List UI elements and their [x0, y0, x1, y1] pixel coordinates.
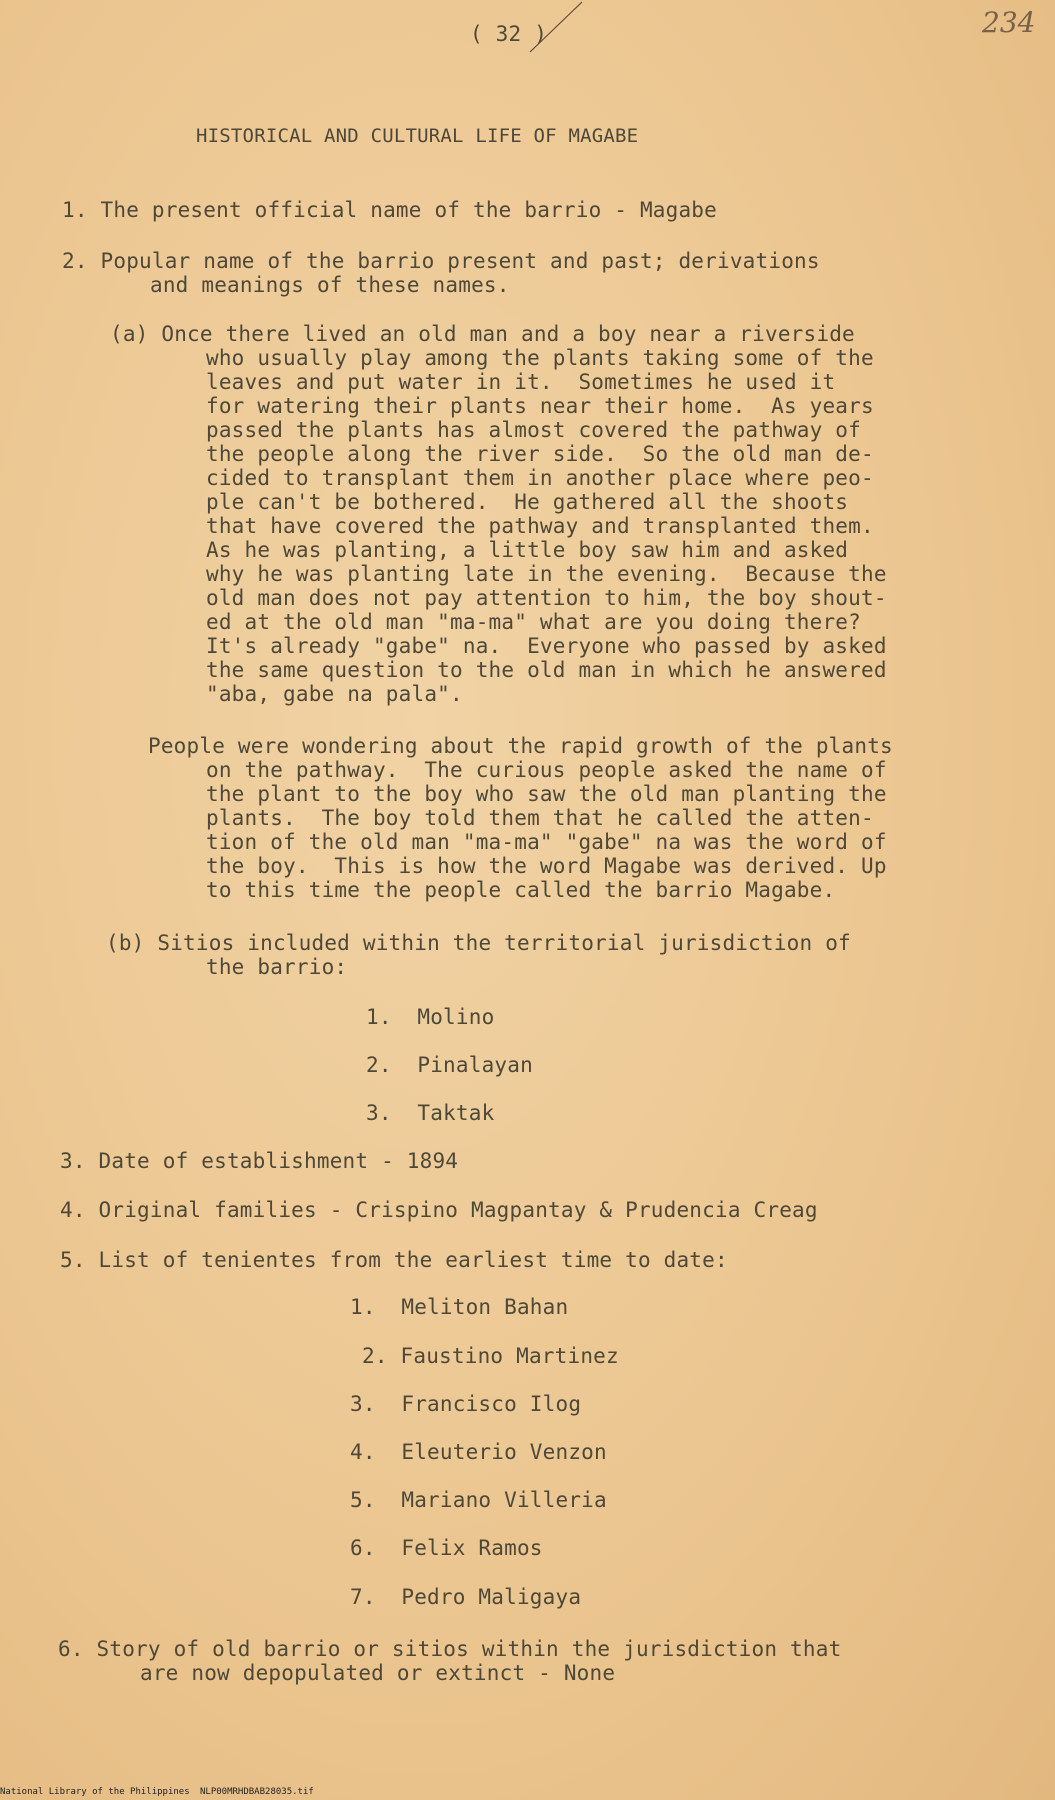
paragraph-a-line: cided to transplant them in another place where peo-: [206, 466, 874, 490]
paragraph-a-line: It's already "gabe" na. Everyone who passed by asked: [206, 634, 887, 658]
sitio-item: 3. Taktak: [366, 1101, 495, 1125]
item-6-line-1: 6. Story of old barrio or sitios within the jurisdiction that: [58, 1637, 842, 1661]
page-number-slash-mark: [528, 0, 588, 60]
paragraph-people-line: the plant to the boy who saw the old man planting the: [206, 782, 887, 806]
page-number: ( 32 ): [470, 22, 548, 46]
sitio-item: 1. Molino: [366, 1005, 495, 1029]
paragraph-a-line: ple can't be bothered. He gathered all the shoots: [206, 490, 849, 514]
paragraph-a-line: passed the plants has almost covered the pathway of: [206, 418, 861, 442]
teniente-item: 3. Francisco Ilog: [350, 1392, 582, 1416]
paragraph-a-line: why he was planting late in the evening. Because the: [206, 562, 887, 586]
footer-file-name: NLP00MRHDBAB28035.tif: [200, 1787, 314, 1797]
teniente-item: 2. Faustino Martinez: [362, 1344, 619, 1368]
item-4: 4. Original families - Crispino Magpantay & Prudencia Creag: [60, 1198, 818, 1222]
paragraph-a-line: ed at the old man "ma-ma" what are you doing there?: [206, 610, 861, 634]
paragraph-a-line: As he was planting, a little boy saw him and asked: [206, 538, 849, 562]
paragraph-a-line: leaves and put water in it. Sometimes he used it: [206, 370, 836, 394]
paragraph-people-line: on the pathway. The curious people asked the name of: [206, 758, 887, 782]
footer-library-credit: National Library of the Philippines: [0, 1787, 190, 1797]
paragraph-a-line: who usually play among the plants taking some of the: [206, 346, 874, 370]
teniente-item: 4. Eleuterio Venzon: [350, 1440, 607, 1464]
paragraph-people-line: to this time the people called the barrio Magabe.: [206, 878, 836, 902]
teniente-item: 6. Felix Ramos: [350, 1536, 543, 1560]
item-2-line-1: 2. Popular name of the barrio present and past; derivations: [62, 249, 820, 273]
paragraph-a-line: for watering their plants near their home. As years: [206, 394, 874, 418]
teniente-item: 5. Mariano Villeria: [350, 1488, 607, 1512]
paragraph-a-line: (a) Once there lived an old man and a boy near a riverside: [110, 322, 855, 346]
item-3: 3. Date of establishment - 1894: [60, 1149, 459, 1173]
item-2-line-2: and meanings of these names.: [150, 273, 510, 297]
paragraph-a-line: the same question to the old man in which he answered: [206, 658, 887, 682]
paragraph-b-line-1: (b) Sitios included within the territorial jurisdiction of: [106, 931, 851, 955]
document-title: HISTORICAL AND CULTURAL LIFE OF MAGABE: [196, 125, 639, 147]
paragraph-a-line: that have covered the pathway and transplanted them.: [206, 514, 874, 538]
item-5: 5. List of tenientes from the earliest time to date:: [60, 1248, 728, 1272]
paragraph-a-line: "aba, gabe na pala".: [206, 682, 463, 706]
paragraph-a-line: old man does not pay attention to him, the boy shout-: [206, 586, 887, 610]
teniente-item: 7. Pedro Maligaya: [350, 1585, 582, 1609]
paragraph-people-line: tion of the old man "ma-ma" "gabe" na was the word of: [206, 830, 887, 854]
sitio-item: 2. Pinalayan: [366, 1053, 533, 1077]
paragraph-a-line: the people along the river side. So the old man de-: [206, 442, 874, 466]
item-6-line-2: are now depopulated or extinct - None: [140, 1661, 616, 1685]
paragraph-b-line-2: the barrio:: [206, 955, 348, 979]
paragraph-people-line: People were wondering about the rapid growth of the plants: [148, 734, 893, 758]
corner-page-number: 234: [982, 6, 1036, 39]
paragraph-people-line: plants. The boy told them that he called the atten-: [206, 806, 874, 830]
item-1: 1. The present official name of the barrio - Magabe: [62, 198, 717, 222]
teniente-item: 1. Meliton Bahan: [350, 1295, 569, 1319]
paragraph-people-line: the boy. This is how the word Magabe was derived. Up: [206, 854, 887, 878]
